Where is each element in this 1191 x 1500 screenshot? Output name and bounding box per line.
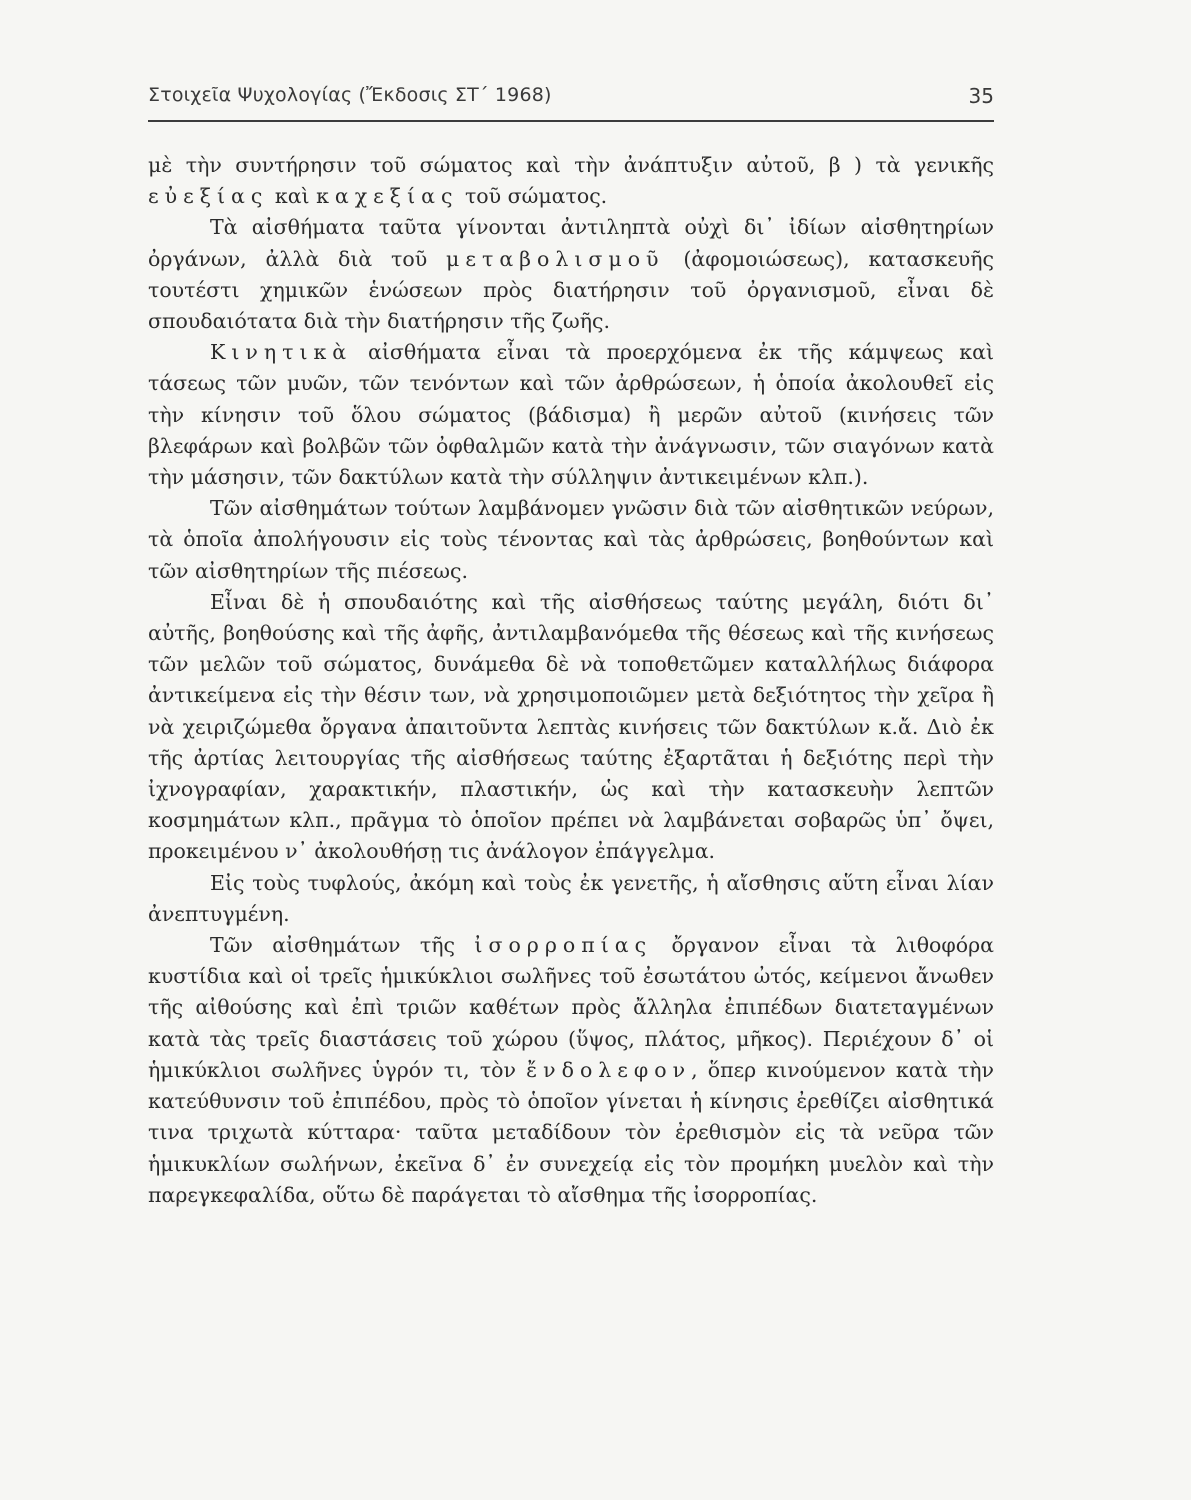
text-segment: ὄργανον εἶναι τὰ λιθοφόρα κυστίδια καὶ οἱ τρεῖς ἡμικύκλιοι σωλῆνες τοῦ ἐσωτάτου ὠτός, κείμενοι ἄνωθεν τῆς αἰθούσης καὶ ἐπὶ τριῶν καθέτων πρὸς ἄλληλα ἐπιπέδων διατεταγμένων κατὰ τὰς τρεῖς διαστάσεις τοῦ χώρου (ὕψος, πλάτος, μῆκος). Περιέχουν δ᾽ οἱ ἡμικύκλιοι σωλῆνες ὑγρόν τι, τὸν <box>148 933 994 1082</box>
text-segment: Εἰς τοὺς τυφλούς, ἀκόμη καὶ τοὺς ἐκ γενετῆς, ἡ αἴσθησις αὕτη εἶναι λίαν ἀνεπτυγμένη. <box>148 870 994 926</box>
paragraph <box>148 868 994 930</box>
emphasized-term: μεταβολισμοῦ <box>446 246 665 271</box>
text-segment: (ἀφομοιώσεως), κατασκευῆς τουτέστι χημικῶν ἑνώσεων πρὸς διατήρησιν τοῦ ὀργανισμοῦ, εἶναι δὲ σπουδαιότατα διὰ τὴν διατήρησιν τῆς ζωῆς. <box>148 246 994 334</box>
header-rule <box>148 120 994 122</box>
paragraph <box>148 493 994 587</box>
paragraph <box>148 930 994 1211</box>
text-segment: , ὅπερ κινούμενον κατὰ τὴν κατεύθυνσιν τοῦ ἐπιπέδου, πρὸς τὸ ὁποῖον γίνεται ἡ κίνησις ἐρεθίζει αἰσθητικά τινα τριχωτὰ κύτταρα· ταῦτα μεταδίδουν τὸν ἐρεθισμὸν εἰς τὰ νεῦρα τῶν ἡμικυκλίων σωλήνων, ἐκεῖνα δ᾽ ἐν συνεχείᾳ εἰς τὸν προμήκη μυελὸν καὶ τὴν παρεγκεφαλίδα, οὕτω δὲ παράγεται τὸ αἴσθημα τῆς ἰσορροπίας. <box>148 1057 994 1207</box>
body-text <box>148 150 994 1211</box>
book-page <box>148 0 994 1500</box>
paragraph <box>148 337 994 493</box>
text-segment: καὶ <box>268 184 317 209</box>
text-segment: Τῶν αἰσθημάτων τῆς <box>210 933 475 958</box>
paragraph <box>148 212 994 337</box>
emphasized-term: Κινητικὰ <box>210 340 353 365</box>
emphasized-term: καχεξίας <box>316 184 459 209</box>
paragraph <box>148 587 994 868</box>
page-number: 35 <box>968 84 994 108</box>
running-head <box>148 84 994 120</box>
emphasized-term: ἰσορροπίας <box>474 933 653 958</box>
text-segment: αἰσθήματα εἶναι τὰ προερχόμενα ἐκ τῆς κάμψεως καὶ τάσεως τῶν μυῶν, τῶν τενόντων καὶ τῶν ἀρθρώσεων, ἡ ὁποία ἀκολουθεῖ εἰς τὴν κίνησιν τοῦ ὅλου σώματος (βάδισμα) ἢ μερῶν αὐτοῦ (κινήσεις τῶν βλεφάρων καὶ βολβῶν τῶν ὀφθαλμῶν κατὰ τὴν ἀνάγνωσιν, τῶν σιαγόνων κατὰ τὴν μάσησιν, τῶν δακτύλων κατὰ τὴν σύλληψιν ἀντικειμένων κλπ.). <box>148 340 994 490</box>
paragraph <box>148 150 994 212</box>
text-segment: Τῶν αἰσθημάτων τούτων λαμβάνομεν γνῶσιν διὰ τῶν αἰσθητικῶν νεύρων, τὰ ὁποῖα ἀπολήγουσιν εἰς τοὺς τένοντας καὶ τὰς ἀρθρώσεις, βοηθούντων καὶ τῶν αἰσθητηρίων τῆς πιέσεως. <box>148 496 994 583</box>
text-segment: Εἶναι δὲ ἡ σπουδαιότης καὶ τῆς αἰσθήσεως ταύτης μεγάλη, διότι δι᾽ αὐτῆς, βοηθούσης καὶ τῆς ἀφῆς, ἀντιλαμβανόμεθα τῆς θέσεως καὶ τῆς κινήσεως τῶν μελῶν τοῦ σώματος, δυνάμεθα δὲ νὰ τοποθετῶμεν καταλλήλως διάφορα ἀντικείμενα εἰς τὴν θέσιν των, νὰ χρησιμοποιῶμεν μετὰ δεξιότητος τὴν χεῖρα ἢ νὰ χειριζώμεθα ὄργανα ἀπαιτοῦντα λεπτὰς κινήσεις τῶν δακτύλων κ.ἄ. Διὸ ἐκ τῆς ἀρτίας λειτουργίας τῆς αἰσθήσεως ταύτης ἐξαρτᾶται ἡ δεξιότης περὶ τὴν ἰχνογραφίαν, χαρακτικήν, πλαστικήν, ὡς καὶ τὴν κατασκευὴν λεπτῶν κοσμημάτων κλπ., πρᾶγμα τὸ ὁποῖον πρέπει νὰ λαμβάνεται σοβαρῶς ὑπ᾽ ὄψει, προκειμένου ν᾽ ἀκολουθήσῃ τις ἀνάλογον ἐπάγγελμα. <box>148 589 994 864</box>
book-title: Στοιχεῖα Ψυχολογίας (Ἔκδοσις ΣΤ΄ 1968) <box>148 84 552 106</box>
text-segment: μὲ τὴν συντήρησιν τοῦ σώματος καὶ τὴν ἀνάπτυξιν αὐτοῦ, β ) τὰ γενικῆς <box>148 153 994 177</box>
emphasized-term: εὐεξίας <box>148 184 269 209</box>
text-segment: Τὰ αἰσθήματα ταῦτα γίνονται ἀντιληπτὰ οὐχὶ δι᾽ ἰδίων αἰσθητηρίων ὀργάνων, ἀλλὰ διὰ τοῦ <box>148 215 994 271</box>
emphasized-term: ἔνδολεφον <box>526 1057 692 1082</box>
text-segment: τοῦ σώματος. <box>458 184 608 209</box>
